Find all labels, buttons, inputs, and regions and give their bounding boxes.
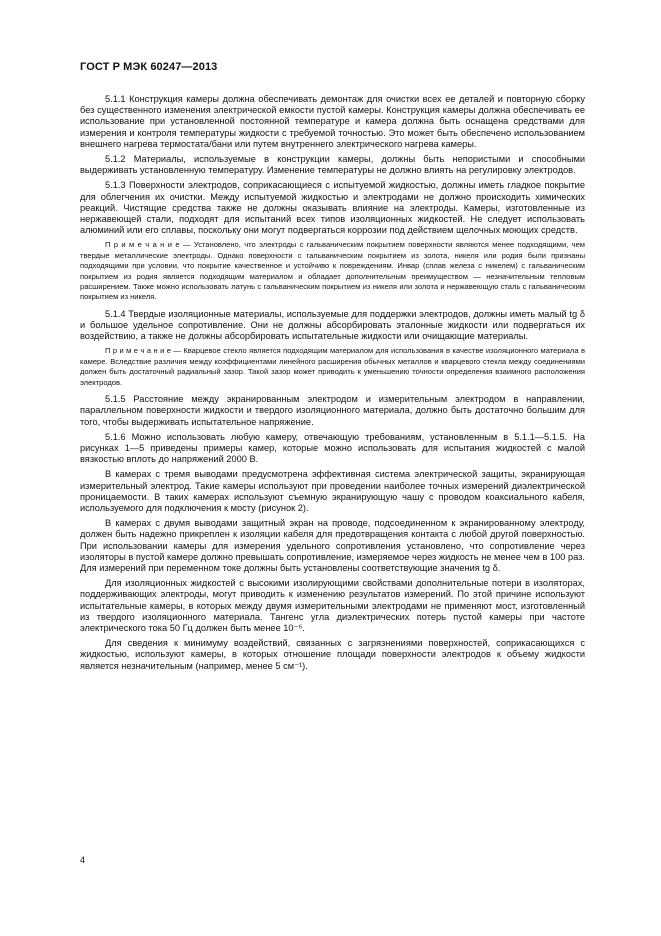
paragraph-surface-contamination: Для сведения к минимуму воздействий, связанных с загрязнениями поверхностей, соприкасающихся с жидкостью, используют камеры, в которых отношение площади поверхности электродов к объему жидкости является незначительным (например, менее 5 см⁻¹). bbox=[80, 638, 585, 671]
paragraph-three-terminal: В камерах с тремя выводами предусмотрена эффективная система электрической защиты, экранирующая измерительный электрод. Такие камеры используют при проведении наиболее точных измерений диэлектрической проницаемости. В таких камерах используют съемную экранирующую чашу с проводом коаксиального кабеля, используемого для подключения к мосту (рисунок 2). bbox=[80, 469, 585, 513]
paragraph-high-insulation: Для изоляционных жидкостей с высокими изолирующими свойствами дополнительные потери в изоляторах, поддерживающих электроды, могут приводить к изменению результатов измерений. По этой причине используют испытательные камеры, в которых между двумя измерительными электродами не применяют мост, изготовленный из твердого изоляционного материала. Тангенс угла диэлектрических потерь пустой камеры при частоте электрического тока 50 Гц должен быть менее 10⁻⁶. bbox=[80, 578, 585, 633]
document-body bbox=[80, 94, 585, 676]
page-number: 4 bbox=[80, 855, 86, 865]
paragraph-5-1-1: 5.1.1 Конструкция камеры должна обеспечивать демонтаж для очистки всех ее деталей и повторную сборку без существенного изменения электрической емкости пустой камеры. Конструкция камеры должна обеспечивать ее использование при установленной постоянной температуре и камера должна быть оснащена средствами для измерения и контроля температуры жидкости с требуемой точностью. Это может быть обеспечено использованием внешнего нагрева термостата/бани или путем внутреннего электрического нагрева камеры. bbox=[80, 94, 585, 149]
paragraph-5-1-3: 5.1.3 Поверхности электродов, соприкасающиеся с испытуемой жидкостью, должны иметь гладкое покрытие для облегчения их очистки. Между испытуемой жидкостью и электродами не должно происходить химических реакций. Чистящие средства также не должны оказывать влияние на электроды. Камеры, изготовленные из нержавеющей стали, подходят для испытаний всех типов изоляционных жидкостей. Не следует использовать алюминий или его сплавы, поскольку они могут подвергаться коррозии под действием щелочных моющих средств. bbox=[80, 180, 585, 236]
paragraph-5-1-2: 5.1.2 Материалы, используемые в конструкции камеры, должны быть непористыми и способными выдерживать установленную температуру. Изменение температуры не должно влиять на регулировку электродов. bbox=[80, 154, 585, 176]
note-quartz-glass: П р и м е ч а н и е — Кварцевое стекло является подходящим материалом для использования в качестве изоляционного материала в камере. Вследствие различия между коэффициентами линейного расширения обычных металлов и кварцевого стекла между соединениями должен быть достаточный радиальный зазор. Такой зазор может приводить к уменьшению точности определения взаимного расположения электродов. bbox=[80, 346, 585, 387]
note-electrode-plating: П р и м е ч а н и е — Установлено, что электроды с гальваническим покрытием поверхности являются менее подходящими, чем твердые металлические электроды. Однако поверхности с гальваническим покрытием из золота, никеля или родия были признаны подходящими при условии, что покрытие качественное и устойчиво к повреждениям. Инвар (сплав железа с никелем) с гальваническим покрытием из родия является подходящим материалом и обладает дополнительным преимуществом — незначительным тепловым расширением. Также можно использовать латунь с гальваническим покрытием из никеля или золота и нержавеющую сталь с гальваническим покрытием из никеля. bbox=[80, 240, 585, 302]
paragraph-5-1-6: 5.1.6 Можно использовать любую камеру, отвечающую требованиям, установленным в 5.1.1—5.1.5. На рисунках 1—5 приведены примеры камер, которые можно использовать для испытания жидкостей с малой вязкостью вплоть до напряжений 2000 В. bbox=[80, 431, 585, 465]
document-header: ГОСТ Р МЭК 60247—2013 bbox=[80, 61, 218, 73]
paragraph-5-1-4: 5.1.4 Твердые изоляционные материалы, используемые для поддержки электродов, должны иметь малый tg δ и большое удельное сопротивление. Они не должны абсорбировать эталонные жидкости или подвергаться их воздействию, а также не должны абсорбировать испытательные жидкости или очищающие материалы. bbox=[80, 308, 585, 342]
paragraph-5-1-5: 5.1.5 Расстояние между экранированным электродом и измерительным электродом в направлении, параллельном поверхности жидкости и твердого изоляционного материала, должно быть достаточно большим для того, чтобы выдерживать испытательное напряжение. bbox=[80, 394, 585, 427]
paragraph-two-terminal: В камерах с двумя выводами защитный экран на проводе, подсоединенном к экранированному электроду, должен быть надежно прикреплен к изоляции кабеля для предотвращения контакта с любой другой поверхностью. При использовании камеры для измерения удельного сопротивления установлено, что сопротивление через изоляторы в пустой камере должно превышать сопротивление, измеряемое через жидкость не менее чем в 100 раз. Для измерений при переменном токе должны быть установлены соответствующие значения tg δ. bbox=[80, 518, 585, 573]
